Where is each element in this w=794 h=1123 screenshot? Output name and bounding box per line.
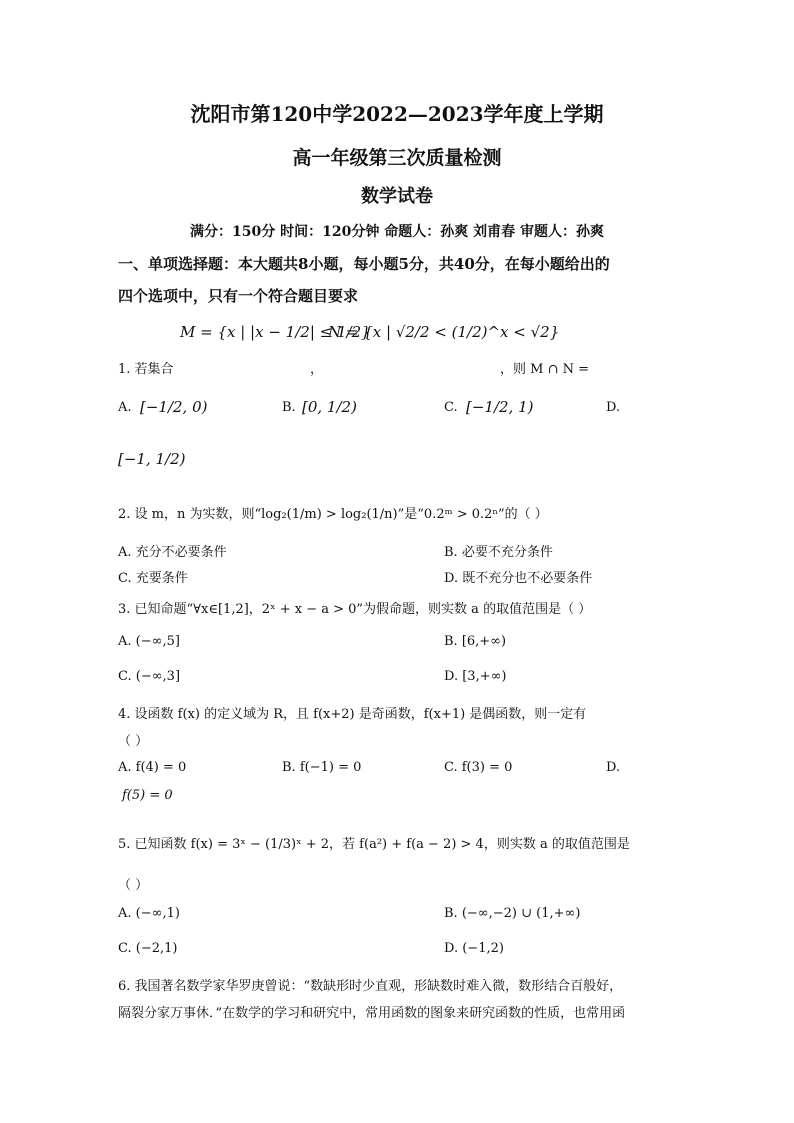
q3-option-d: D. [3,+∞)	[444, 669, 507, 684]
section-heading-line2: 四个选项中，只有一个符合题目要求	[118, 287, 359, 305]
q1-prefix: 1. 若集合	[118, 362, 174, 377]
q1-option-d-label: D.	[606, 400, 621, 415]
q1-option-b-value: [0, 1/2)	[302, 398, 357, 416]
q1-option-c-label: C.	[444, 400, 458, 415]
q5-option-a: A. (−∞,1)	[118, 906, 180, 921]
q4-stem: 4. 设函数 f(x) 的定义域为 R，且 f(x+2) 是奇函数，f(x+1) 是偶函数，则一定有	[118, 707, 587, 722]
q2-stem: 2. 设 m，n 为实数，则“log₂(1/m) > log₂(1/n)”是“0.2ᵐ > 0.2ⁿ”的（ ）	[118, 507, 548, 522]
q3-option-b: B. [6,+∞)	[444, 634, 507, 649]
q3-stem: 3. 已知命题“∀x∈[1,2]，2ˣ + x − a > 0”为假命题，则实数 a 的取值范围是（ ）	[118, 602, 592, 617]
q1-option-c-value: [−1/2, 1)	[466, 398, 534, 416]
q6-line2: 隔裂分家万事休．”在数学的学习和研究中，常用函数的图象来研究函数的性质，也常用函	[118, 1006, 626, 1021]
q2-option-d: D. 既不充分也不必要条件	[444, 571, 593, 586]
q1-option-a-label: A.	[118, 400, 132, 415]
q5-stem: 5. 已知函数 f(x) = 3ˣ − (1/3)ˣ + 2，若 f(a²) + f(a − 2) > 4，则实数 a 的取值范围是	[118, 837, 630, 852]
q5-paren: （ ）	[118, 878, 149, 893]
q4-option-b: B. f(−1) = 0	[282, 760, 362, 775]
q1-suffix: ，则 M ∩ N =	[500, 362, 590, 377]
q4-option-a: A. f(4) = 0	[118, 760, 187, 775]
q1-set-n: N = {x | √2/2 < (1/2)^x < √2}	[328, 323, 560, 341]
q5-option-c: C. (−2,1)	[118, 941, 178, 956]
exam-grade-title: 高一年级第三次质量检测	[292, 147, 502, 169]
q5-option-b: B. (−∞,−2) ∪ (1,+∞)	[444, 906, 581, 921]
q1-comma: ，	[310, 362, 324, 377]
exam-subject-title: 数学试卷	[361, 186, 433, 207]
q2-option-c: C. 充要条件	[118, 571, 188, 586]
q2-option-a: A. 充分不必要条件	[118, 545, 227, 560]
q4-option-c: C. f(3) = 0	[444, 760, 513, 775]
q3-option-c: C. (−∞,3]	[118, 669, 181, 684]
q1-option-d-value: [−1, 1/2)	[118, 450, 186, 468]
exam-school-title: 沈阳市第120中学2022—2023学年度上学期	[190, 102, 604, 126]
q1-option-a-value: [−1/2, 0)	[140, 398, 208, 416]
q4-option-d-value: f(5) = 0	[122, 788, 173, 803]
q4-paren: （ ）	[118, 734, 149, 749]
q5-option-d: D. (−1,2)	[444, 941, 504, 956]
q4-option-d-label: D.	[606, 760, 621, 775]
q1-option-b-label: B.	[282, 400, 296, 415]
q1-set-m: M = {x | |x − 1/2| ≤ 1/2}	[180, 323, 371, 341]
q6-line1: 6. 我国著名数学家华罗庚曾说：“数缺形时少直观，形缺数时难入微，数形结合百般好，	[118, 979, 623, 994]
q2-option-b: B. 必要不充分条件	[444, 545, 553, 560]
q3-option-a: A. (−∞,5]	[118, 634, 180, 649]
section-heading-line1: 一、单项选择题：本大题共8小题，每小题5分，共40分，在每小题给出的	[118, 255, 610, 273]
exam-meta: 满分：150分 时间：120分钟 命题人：孙爽 刘甫春 审题人：孙爽	[190, 224, 604, 240]
